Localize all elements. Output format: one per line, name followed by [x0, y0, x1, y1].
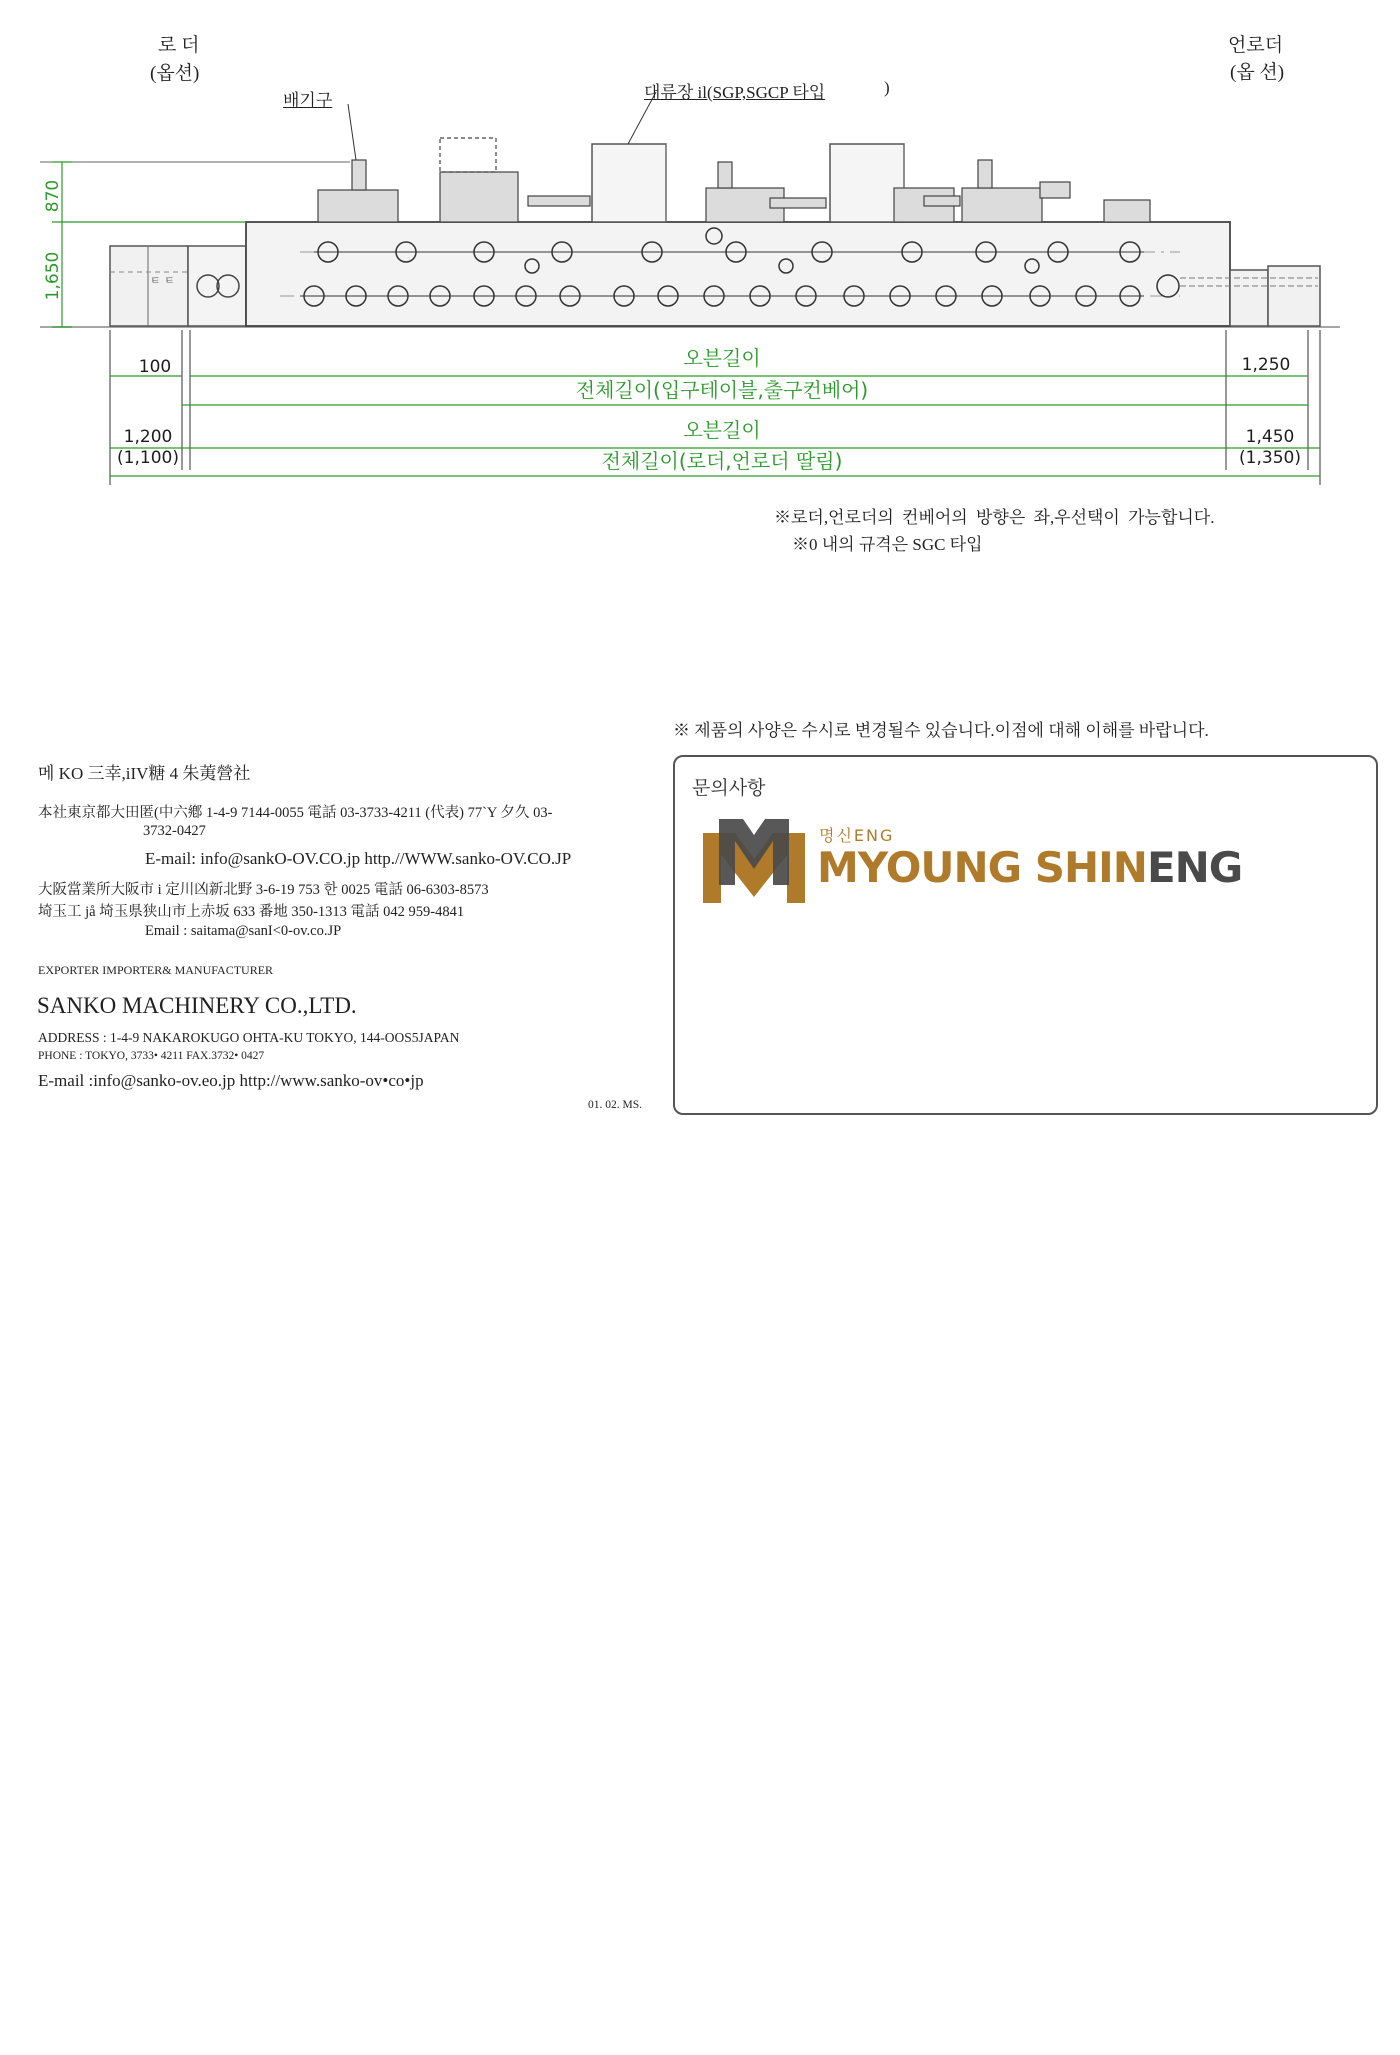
drawing-note-1: ※로더,언로더의 컨베어의 방향은 좌,우선택이 가능합니다.: [774, 508, 1215, 527]
logo-sub-text: 명신ENG: [819, 826, 895, 845]
company-jp-email: E-mail: info@sankO-OV.CO.jp http.//WWW.sanko-OV.CO.JP: [145, 849, 572, 868]
convection-close: ): [884, 78, 890, 97]
logo-main-text: [817, 843, 1242, 892]
company-jp-saitama-email: Email : saitama@sanI<0-ov.co.JP: [145, 923, 342, 939]
convection-label: 대류장 il(SGP,SGCP 타입: [644, 83, 826, 102]
dim-100: 100: [138, 357, 172, 377]
loader-label: 로 더: [158, 35, 200, 56]
oven-body: [246, 222, 1230, 326]
dim-1200: 1,200: [123, 427, 173, 447]
myoungshin-logo-mark-icon: [699, 815, 809, 905]
document-code: 01. 02. MS.: [588, 1099, 642, 1111]
company-jp-hq: 本社東京都大田匿(中六鄕 1-4-9 7144-0055 電話 03-3733-4211 (代表) 77`Y 夕久 03-: [38, 805, 553, 821]
logo-main-b: ENG: [1146, 843, 1243, 892]
unloader-label: 언로더: [1228, 35, 1284, 56]
oven-length-label-2: 오븐길이: [683, 418, 761, 442]
loader-option: (옵션): [150, 63, 200, 84]
total-length-label-2: 전체길이(로더,언로더 딸림): [601, 449, 843, 473]
contact-box: [673, 755, 1378, 1115]
unloader-option: (옵 션): [1230, 62, 1285, 83]
company-name: SANKO MACHINERY CO.,LTD.: [37, 993, 357, 1018]
dim-1250: 1,250: [1241, 355, 1291, 375]
company-logo: [699, 815, 809, 909]
spec-change-notice: ※ 제품의 사양은 수시로 변경될수 있습니다.이점에 대해 이해를 바랍니다.: [673, 721, 1209, 740]
exhaust-label: 배기구: [283, 91, 333, 110]
logo-main-a: MYOUNG SHIN: [817, 843, 1147, 892]
company-email: E-mail :info@sanko-ov.eo.jp http://www.sanko-ov•co•jp: [38, 1071, 424, 1090]
drawing-note-2: ※0 내의 규격은 SGC 타입: [792, 535, 983, 554]
dim-1350: (1,350): [1239, 448, 1301, 468]
dim-1650: 1,650: [43, 251, 63, 301]
contact-title: 문의사항: [692, 777, 766, 799]
oven-length-label-1: 오븐길이: [683, 346, 761, 370]
company-jp-osaka: 大阪當業所大阪市 i 定川凶新北野 3-6-19 753 한 0025 電話 06-6303-8573: [38, 882, 489, 898]
company-role: EXPORTER IMPORTER& MANUFACTURER: [38, 963, 274, 977]
company-jp-heading: 메 KO 三幸,iIV糖 4 朱荑營社: [38, 764, 251, 783]
company-address: ADDRESS : 1-4-9 NAKAROKUGO OHTA-KU TOKYO, 144-OOS5JAPAN: [38, 1030, 460, 1045]
company-jp-hq-fax: 3732-0427: [143, 823, 206, 839]
dim-870: 870: [43, 179, 63, 213]
dim-1450: 1,450: [1245, 427, 1295, 447]
svg-text:ㅌ ㅌ: ㅌ ㅌ: [150, 274, 175, 287]
loader-block: [110, 246, 188, 326]
company-phone: PHONE : TOKYO, 3733• 4211 FAX.3732• 0427: [38, 1050, 265, 1062]
total-length-label-1: 전체길이(입구테이블,출구컨베어): [575, 378, 869, 402]
company-jp-saitama: 埼玉工 jå 埼玉県狭山市上赤坂 633 番地 350-1313 電話 042 959-4841: [38, 904, 465, 920]
dim-1100: (1,100): [117, 448, 179, 468]
